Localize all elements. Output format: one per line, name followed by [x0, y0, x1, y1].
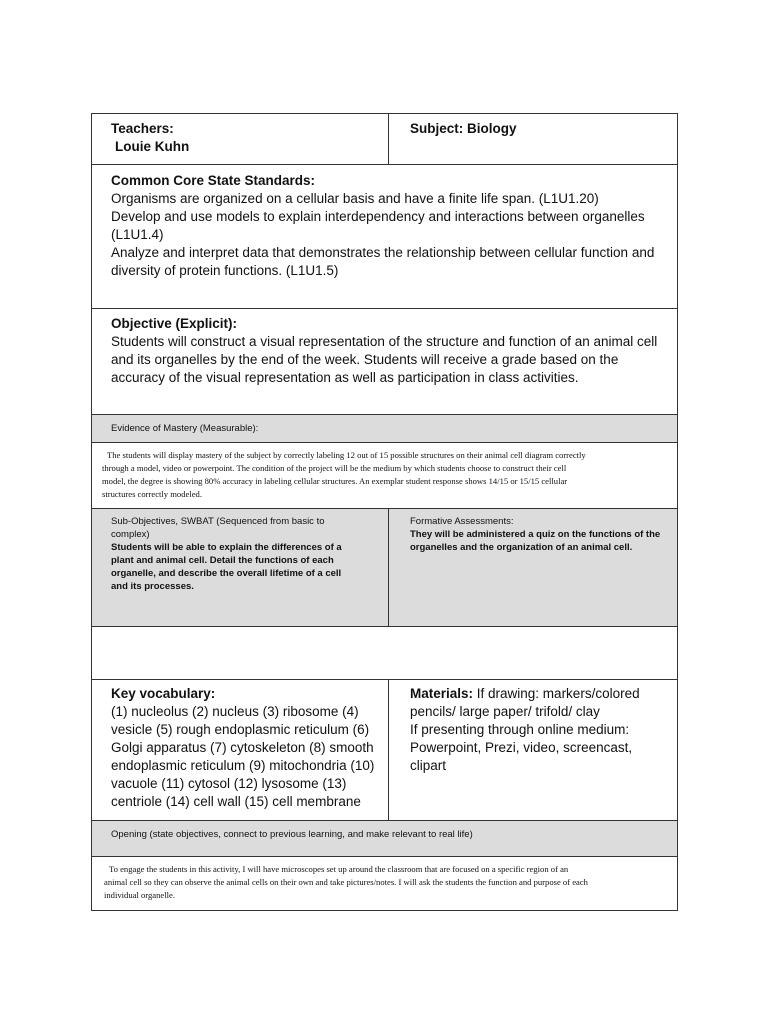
sub-objectives-line: Students will be able to explain the differences of a: [111, 542, 342, 553]
objective-row: [91, 308, 678, 414]
standards-line: Analyze and interpret data that demonstrates the relationship between cellular function and: [111, 245, 655, 260]
vocabulary-line: endoplasmic reticulum (9) mitochondria (10): [111, 758, 375, 773]
teacher-name: Louie Kuhn: [115, 139, 190, 154]
vocabulary-line: Golgi apparatus (7) cytoskeleton (8) smooth: [111, 740, 374, 755]
formative-line: They will be administered a quiz on the functions of the: [410, 529, 661, 540]
standards-line: diversity of protein functions. (L1U1.5): [111, 263, 339, 278]
opening-line: individual organelle.: [104, 890, 175, 900]
evidence-line: structures correctly modeled.: [102, 489, 202, 499]
sub-objectives-line: plant and animal cell. Detail the functions of each: [111, 555, 334, 566]
standards-heading: Common Core State Standards:: [111, 173, 316, 188]
vocabulary-line: vacuole (11) cytosol (12) lysosome (13): [111, 776, 347, 791]
opening-heading: Opening (state objectives, connect to previous learning, and make relevant to real life): [111, 829, 473, 840]
materials-line: clipart: [410, 758, 447, 773]
evidence-line: The students will display mastery of the subject by correctly labeling 12 out of 15 possible structures on their animal cell diagram correctly: [107, 450, 586, 460]
subject-label: Subject: Biology: [410, 121, 517, 136]
sub-objectives-line: and its processes.: [111, 581, 194, 592]
standards-line: (L1U1.4): [111, 227, 164, 242]
opening-line: animal cell so they can observe the animal cells on their own and take pictures/notes. I will ask the students the function and purpose of each: [104, 877, 588, 887]
standards-line: Develop and use models to explain interdependency and interactions between organelles: [111, 209, 645, 224]
standards-line: Organisms are organized on a cellular basis and have a finite life span. (L1U1.20): [111, 191, 599, 206]
materials-cell: [389, 680, 677, 820]
evidence-line: model, the degree is showing 80% accuracy in labeling cellular structures. An exemplar student response shows 14/15 or 15/15 cellular: [102, 476, 568, 486]
header-row: [91, 113, 678, 164]
formative-heading: Formative Assessments:: [410, 516, 514, 527]
sub-objectives-cell: [92, 509, 389, 626]
evidence-heading-row: [91, 414, 678, 442]
materials-line: pencils/ large paper/ trifold/ clay: [410, 704, 600, 719]
vocabulary-line: (1) nucleolus (2) nucleus (3) ribosome (4): [111, 704, 359, 719]
objective-line: and its organelles by the end of the week. Students will receive a grade based on the: [111, 352, 619, 367]
sub-objectives-line: organelle, and describe the overall lifetime of a cell: [111, 568, 342, 579]
sub-objectives-heading: complex): [111, 529, 150, 540]
opening-heading-row: [91, 820, 678, 856]
formative-line: organelles and the organization of an animal cell.: [410, 542, 633, 553]
materials-line: If drawing: markers/colored: [473, 686, 640, 701]
teachers-cell: [92, 114, 389, 164]
materials-heading: Materials:: [410, 686, 474, 701]
objective-line: accuracy of the visual representation as well as participation in class activities.: [111, 370, 579, 385]
vocabulary-cell: [92, 680, 389, 820]
sub-objectives-heading: Sub-Objectives, SWBAT (Sequenced from basic to: [111, 516, 325, 527]
vocabulary-row: [91, 679, 678, 820]
teachers-label: Teachers:: [111, 121, 174, 136]
standards-row: [91, 164, 678, 308]
subject-cell: [389, 114, 677, 164]
materials-line: If presenting through online medium:: [410, 722, 630, 737]
empty-row: [91, 626, 678, 679]
sub-objectives-row: [91, 508, 678, 626]
opening-body-row: [91, 856, 678, 911]
evidence-heading: Evidence of Mastery (Measurable):: [111, 423, 259, 434]
vocabulary-line: vesicle (5) rough endoplasmic reticulum (6): [111, 722, 370, 737]
formative-cell: [389, 509, 677, 626]
materials-line: Powerpoint, Prezi, video, screencast,: [410, 740, 633, 755]
evidence-line: through a model, video or powerpoint. The condition of the project will be the medium by which students choose to construct their cell: [102, 463, 567, 473]
vocabulary-heading: Key vocabulary:: [111, 686, 216, 701]
objective-heading: Objective (Explicit):: [111, 316, 238, 331]
objective-line: Students will construct a visual representation of the structure and function of an animal cell: [111, 334, 658, 349]
opening-line: To engage the students in this activity, I will have microscopes set up around the classroom that are focused on a specific region of an: [109, 864, 569, 874]
vocabulary-line: centriole (14) cell wall (15) cell membrane: [111, 794, 361, 809]
evidence-body-row: [91, 442, 678, 508]
